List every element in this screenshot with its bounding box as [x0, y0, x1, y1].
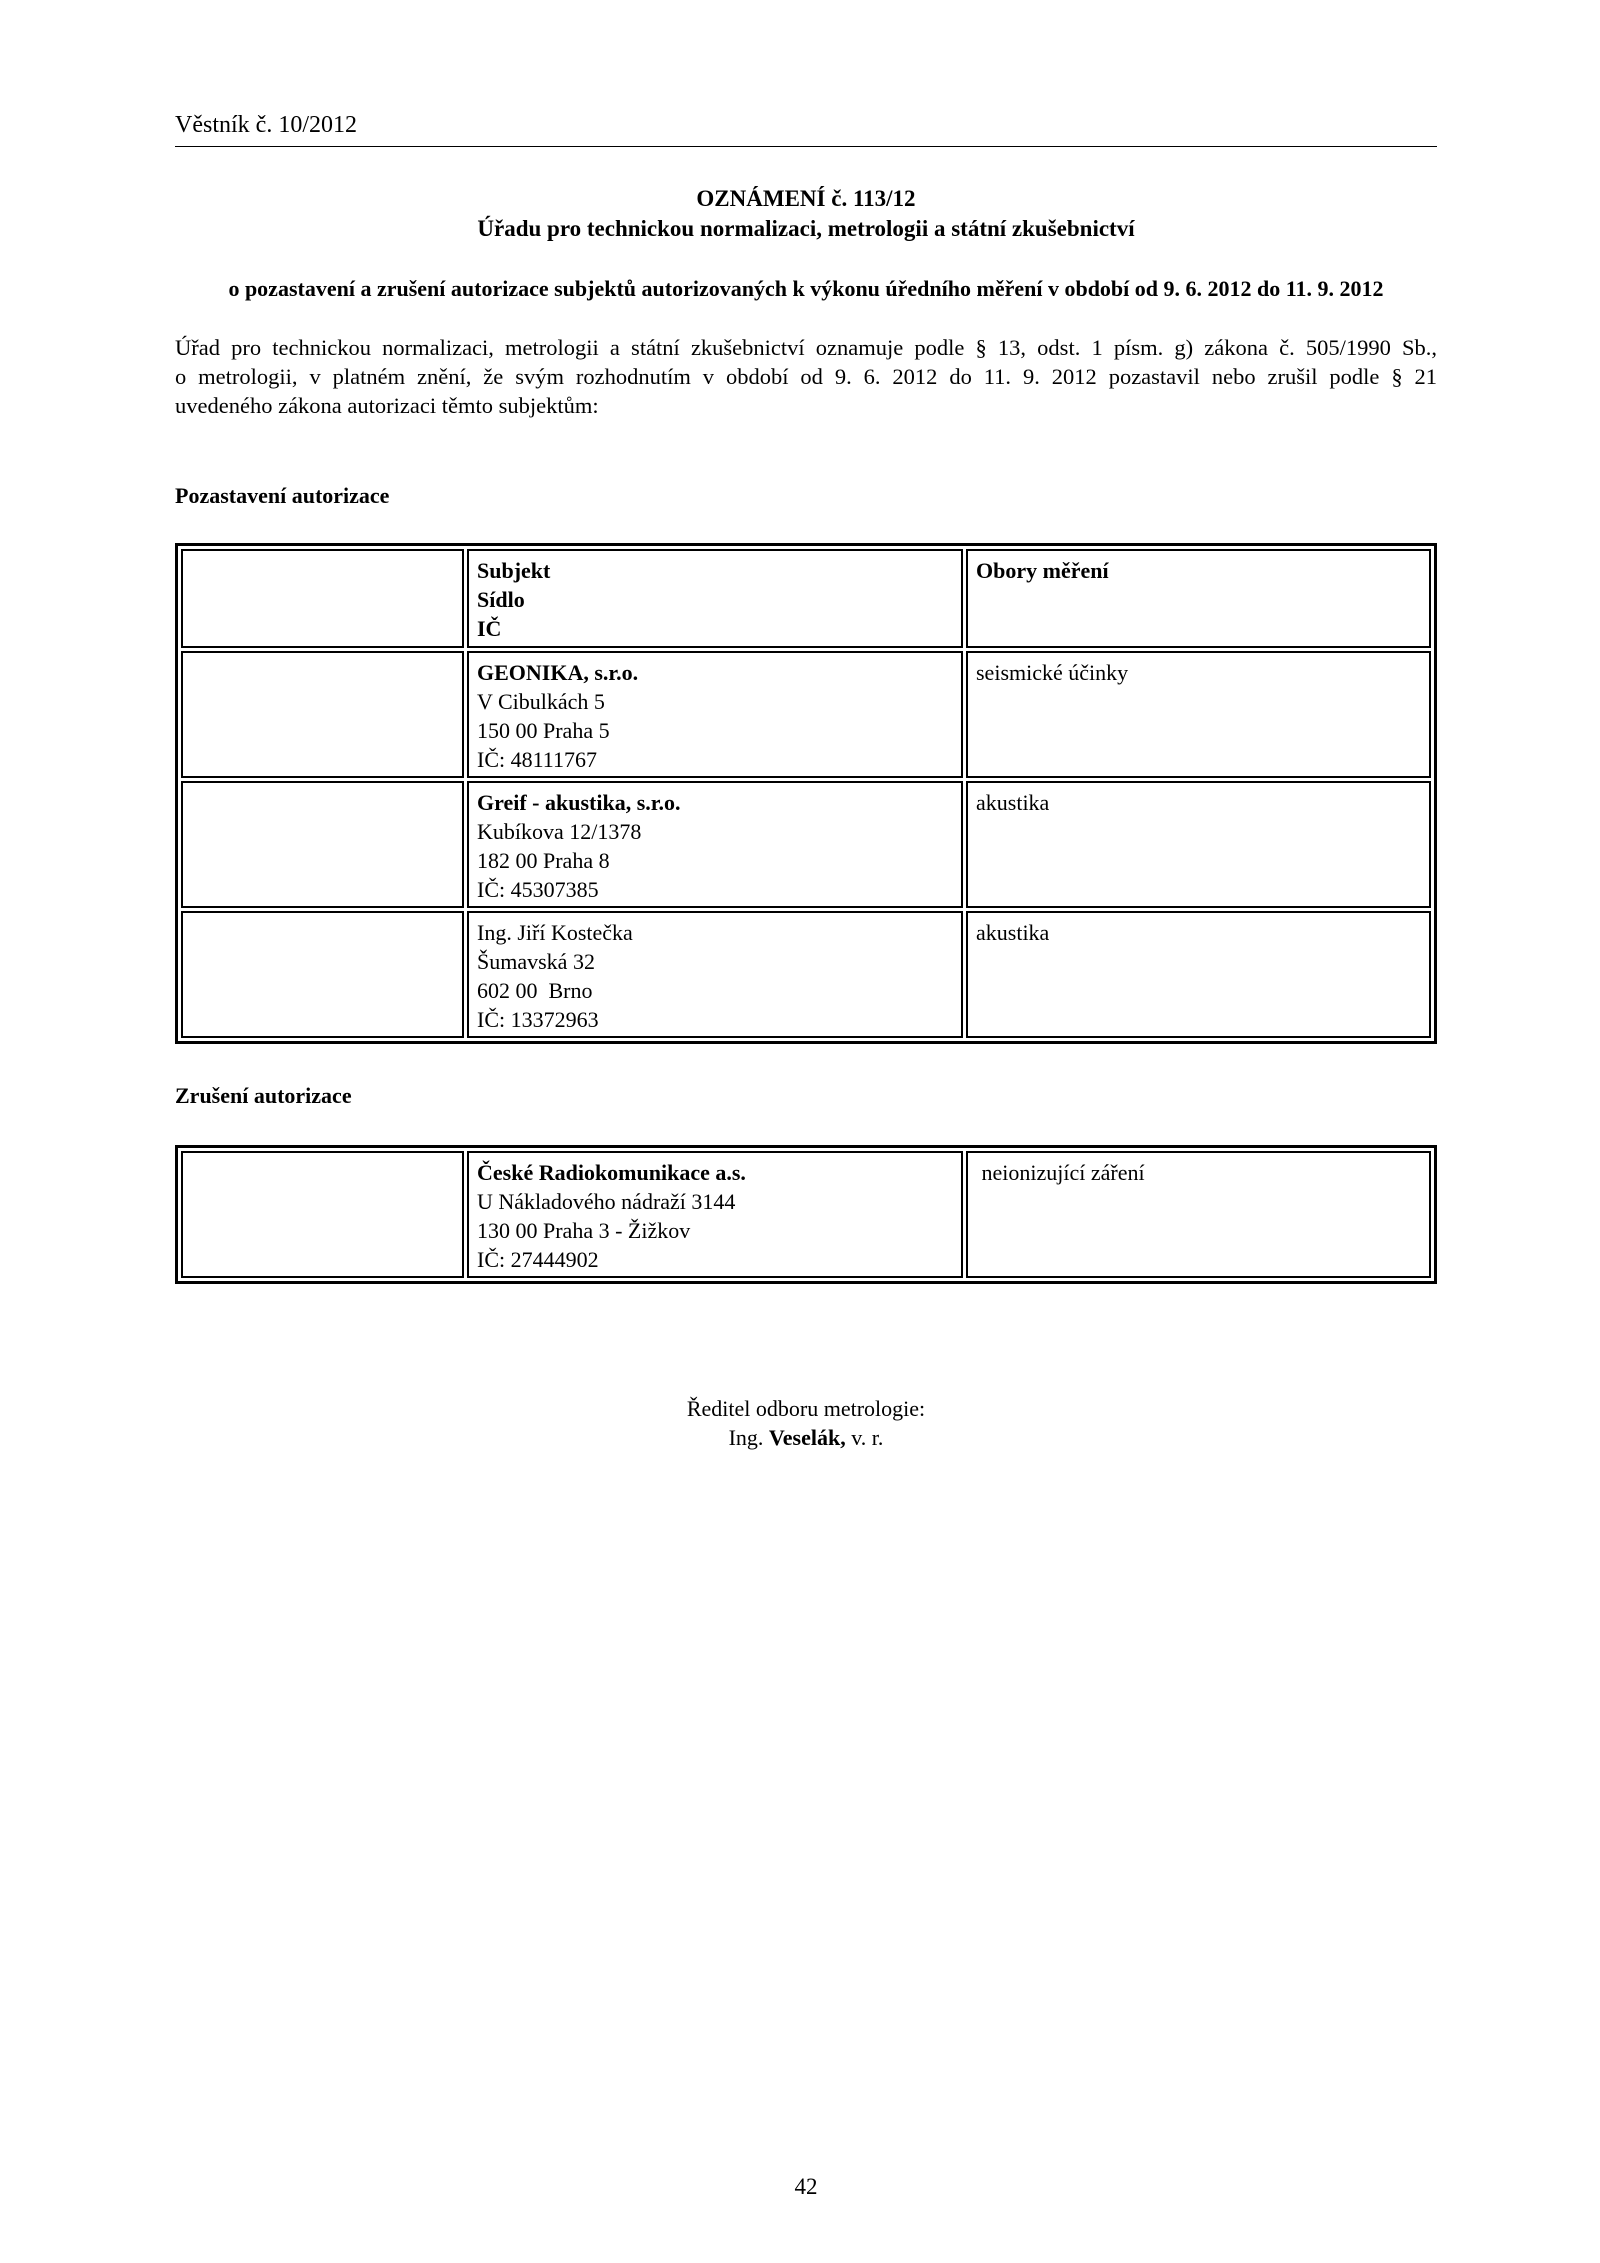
subject-street: Kubíkova 12/1378 [477, 819, 642, 844]
empty-cell [181, 911, 464, 1038]
fields-cell [966, 651, 1431, 778]
subject-name: GEONIKA, s.r.o. [477, 660, 639, 685]
empty-cell [181, 549, 464, 648]
subject-name: Ing. Jiří Kostečka [477, 920, 633, 945]
fields-cell [966, 781, 1431, 908]
subject-header-cell [467, 549, 963, 648]
fields-header-cell [966, 549, 1431, 648]
cancellation-table [175, 1145, 1437, 1284]
empty-cell [181, 1151, 464, 1278]
suspension-heading: Pozastavení autorizace [175, 483, 390, 508]
signature-prefix: Ing. [728, 1425, 769, 1450]
notice-number: OZNÁMENÍ č. 113/12 [696, 186, 916, 211]
table-row [181, 651, 1431, 778]
header-ico: IČ [477, 616, 502, 641]
subject-ico: IČ: 45307385 [477, 877, 599, 902]
subject-cell [467, 1151, 963, 1278]
subject-cell [467, 911, 963, 1038]
subject-city: 182 00 Praha 8 [477, 848, 610, 873]
page-number: 42 [794, 2174, 818, 2199]
subject-street: V Cibulkách 5 [477, 689, 605, 714]
cancellation-heading: Zrušení autorizace [175, 1083, 352, 1108]
signature-line [175, 1423, 1437, 1452]
subject-ico: IČ: 13372963 [477, 1007, 599, 1032]
notice-issuer: Úřadu pro technickou normalizaci, metrologii a státní zkušebnictví [477, 216, 1135, 241]
measurement-field: seismické účinky [976, 660, 1129, 685]
suspension-table [175, 543, 1437, 1044]
journal-title: Věstník č. 10/2012 [175, 112, 357, 138]
intro-paragraph [175, 333, 1437, 420]
signature-role: Ředitel odboru metrologie: [686, 1396, 926, 1421]
subject-city: 602 00 Brno [477, 978, 593, 1003]
measurement-field: akustika [976, 790, 1050, 815]
header-divider [175, 146, 1437, 147]
table-row [181, 1151, 1431, 1278]
intro-line: Úřad pro technickou normalizaci, metrologii a státní zkušebnictví oznamuje podle § 13, odst. 1 písm. g) zákona č. 505/1990 Sb., [175, 335, 1437, 360]
subject-name: České Radiokomunikace a.s. [477, 1160, 746, 1185]
subject-street: Šumavská 32 [477, 949, 595, 974]
header-seat: Sídlo [477, 587, 525, 612]
subject-cell [467, 781, 963, 908]
intro-line: o metrologii, v platném znění, že svým rozhodnutím v období od 9. 6. 2012 do 11. 9. 2012 pozastavil nebo zrušil podle § 21 [175, 364, 1437, 389]
signature-name: Veselák, [768, 1425, 846, 1450]
subject-city: 150 00 Praha 5 [477, 718, 610, 743]
header-subject: Subjekt [477, 558, 551, 583]
table-row [181, 911, 1431, 1038]
fields-cell [966, 911, 1431, 1038]
fields-cell [966, 1151, 1431, 1278]
subject-cell [467, 651, 963, 778]
table-row [181, 781, 1431, 908]
measurement-field: neionizující záření [976, 1160, 1145, 1185]
subject-ico: IČ: 27444902 [477, 1247, 599, 1272]
table-header-row [181, 549, 1431, 648]
header-fields: Obory měření [976, 558, 1109, 583]
signature-suffix: v. r. [845, 1425, 884, 1450]
subject-ico: IČ: 48111767 [477, 747, 597, 772]
measurement-field: akustika [976, 920, 1050, 945]
empty-cell [181, 651, 464, 778]
intro-line: uvedeného zákona autorizaci těmto subjektům: [175, 393, 599, 418]
empty-cell [181, 781, 464, 908]
notice-subject: o pozastavení a zrušení autorizace subjektů autorizovaných k výkonu úředního měření v období od 9. 6. 2012 do 11. 9. 2012 [228, 276, 1384, 301]
subject-city: 130 00 Praha 3 - Žižkov [477, 1218, 691, 1243]
subject-street: U Nákladového nádraží 3144 [477, 1189, 736, 1214]
subject-name: Greif - akustika, s.r.o. [477, 790, 681, 815]
